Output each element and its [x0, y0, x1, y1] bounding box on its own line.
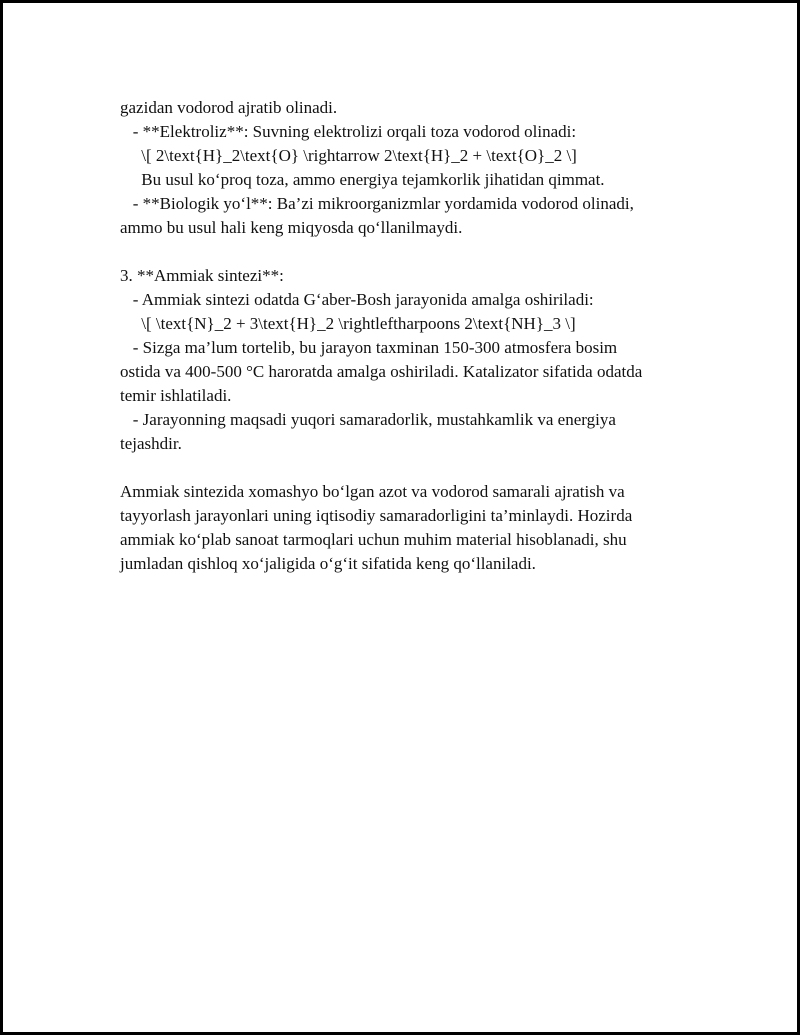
text-line: 3. **Ammiak sintezi**:: [120, 266, 284, 285]
paragraph-gap: [120, 456, 700, 480]
text-line: temir ishlatiladi.: [120, 386, 232, 405]
document-body: [120, 96, 700, 576]
paragraph-hydrogen-methods: [120, 96, 700, 240]
text-line: gazidan vodorod ajratib olinadi.: [120, 98, 338, 117]
text-line: - **Elektroliz**: Suvning elektrolizi orqali toza vodorod olinadi:: [120, 122, 577, 141]
text-line: jumladan qishloq xo‘jaligida o‘g‘it sifatida keng qo‘llaniladi.: [120, 554, 536, 573]
text-line: - Jarayonning maqsadi yuqori samaradorlik, mustahkamlik va energiya: [120, 410, 616, 429]
text-line: - Sizga ma’lum tortelib, bu jarayon taxminan 150-300 atmosfera bosim: [120, 338, 618, 357]
paragraph-conclusion: [120, 480, 700, 576]
text-line: ammiak ko‘plab sanoat tarmoqlari uchun muhim material hisoblanadi, shu: [120, 530, 627, 549]
text-line: Ammiak sintezida xomashyo bo‘lgan azot va vodorod samarali ajratish va: [120, 482, 625, 501]
paragraph-gap: [120, 240, 700, 264]
text-line: - **Biologik yo‘l**: Ba’zi mikroorganizmlar yordamida vodorod olinadi,: [120, 194, 634, 213]
text-line: \[ \text{N}_2 + 3\text{H}_2 \rightleftharpoons 2\text{NH}_3 \]: [120, 314, 576, 333]
text-line: tayyorlash jarayonlari uning iqtisodiy samaradorligini ta’minlaydi. Hozirda: [120, 506, 633, 525]
paragraph-ammonia-synthesis: [120, 264, 700, 456]
text-line: Bu usul ko‘proq toza, ammo energiya tejamkorlik jihatidan qimmat.: [120, 170, 605, 189]
text-line: ammo bu usul hali keng miqyosda qo‘llanilmaydi.: [120, 218, 463, 237]
text-line: - Ammiak sintezi odatda G‘aber-Bosh jarayonida amalga oshiriladi:: [120, 290, 594, 309]
text-line: \[ 2\text{H}_2\text{O} \rightarrow 2\text{H}_2 + \text{O}_2 \]: [120, 146, 577, 165]
text-line: tejashdir.: [120, 434, 182, 453]
text-line: ostida va 400-500 °C haroratda amalga oshiriladi. Katalizator sifatida odatda: [120, 362, 643, 381]
